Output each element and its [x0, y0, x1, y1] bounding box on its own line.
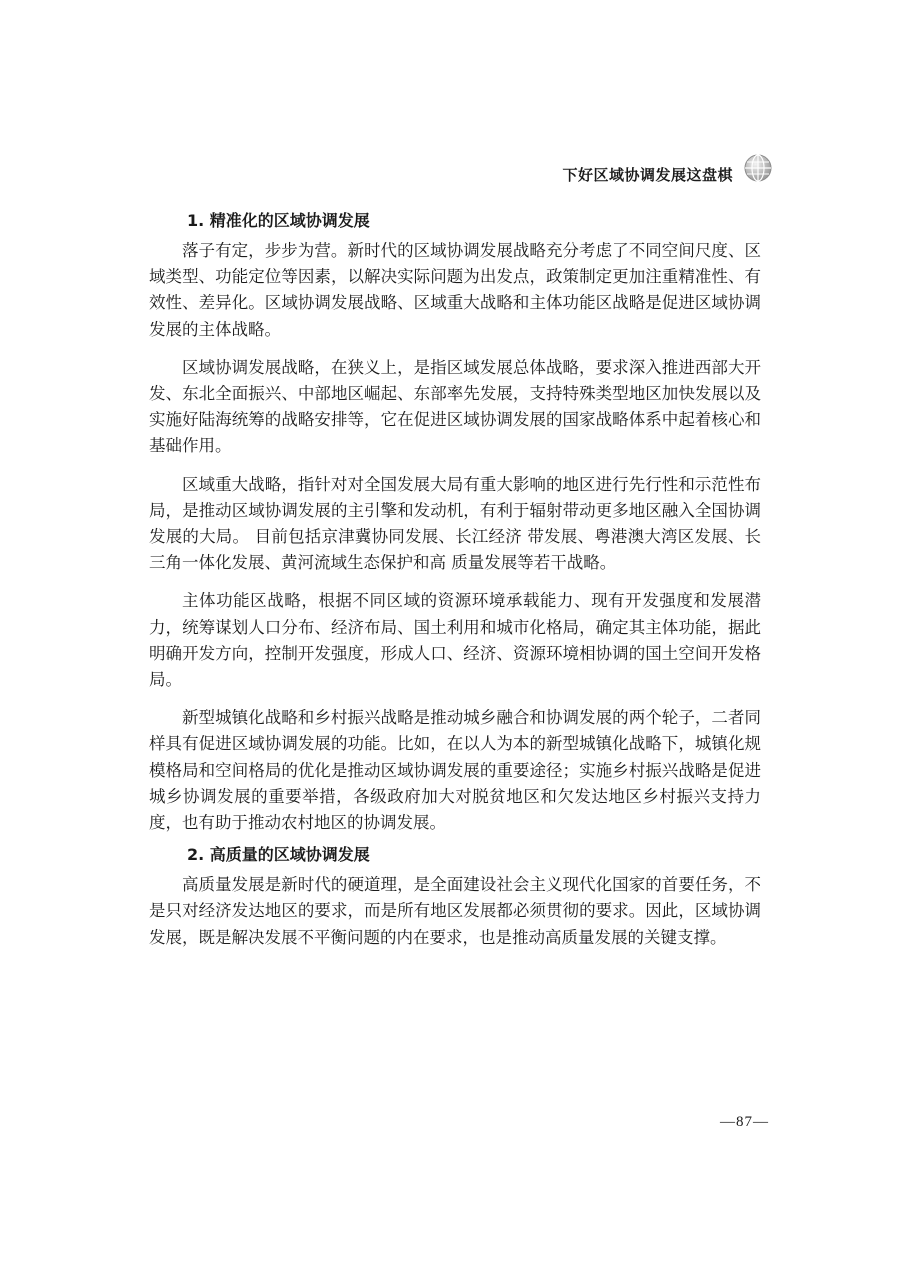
- paragraph: 区域重大战略，指针对对全国发展大局有重大影响的地区进行先行性和示范性布局，是推动区域协调发展的主引擎和发动机，有利于辐射带动更多地区融入全国协调发展的大局。 目前包括京津冀协同发展、长江经济 带发展、粤港澳大湾区发展、长三角一体化发展、黄河流域生态保护和高 质量发展等若干战略。: [149, 474, 761, 573]
- running-header: [562, 150, 773, 185]
- paragraph: 高质量发展是新时代的硬道理，是全面建设社会主义现代化国家的首要任务，不是只对经济发达地区的要求，而是所有地区发展都必须贯彻的要求。因此，区域协调发展，既是解决发展不平衡问题的内在要求，也是推动高质量发展的关键支撑。: [149, 875, 761, 947]
- section-heading: 1. 精准化的区域协调发展: [187, 211, 370, 230]
- paragraph: 主体功能区战略，根据不同区域的资源环境承载能力、现有开发强度和发展潜力，统筹谋划人口分布、经济布局、国土利用和城市化格局，确定其主体功能，据此明确开发方向，控制开发强度，形成人口、经济、资源环境相协调的国土空间开发格局。: [149, 591, 761, 690]
- globe-icon: [743, 153, 773, 183]
- paragraph: 落子有定，步步为营。新时代的区域协调发展战略充分考虑了不同空间尺度、区域类型、功能定位等因素，以解决实际问题为出发点，政策制定更加注重精准性、有效性、差异化。区域协调发展战略、区域重大战略和主体功能区战略是促进区域协调发展的主体战略。: [149, 241, 761, 339]
- article-body: [149, 206, 761, 963]
- paragraph: 区域协调发展战略，在狭义上，是指区域发展总体战略，要求深入推进西部大开发、东北全面振兴、中部地区崛起、东部率先发展，支持特殊类型地区加快发展以及实施好陆海统筹的战略安排等，它在促进区域协调发展的国家战略体系中起着核心和基础作用。: [149, 357, 761, 456]
- paragraph: 新型城镇化战略和乡村振兴战略是推动城乡融合和协调发展的两个轮子，二者同样具有促进区域协调发展的功能。比如，在以人为本的新型城镇化战略下，城镇化规模格局和空间格局的优化是推动区域协调发展的重要途径；实施乡村振兴战略是促进城乡协调发展的重要举措，各级政府加大对脱贫地区和欠发达地区乡村振兴支持力度，也有助于推动农村地区的协调发展。: [149, 708, 761, 833]
- header-title: 下好区域协调发展这盘棋: [562, 166, 733, 184]
- page-number: —87—: [720, 1114, 769, 1130]
- section-heading: 2. 高质量的区域协调发展: [187, 845, 370, 865]
